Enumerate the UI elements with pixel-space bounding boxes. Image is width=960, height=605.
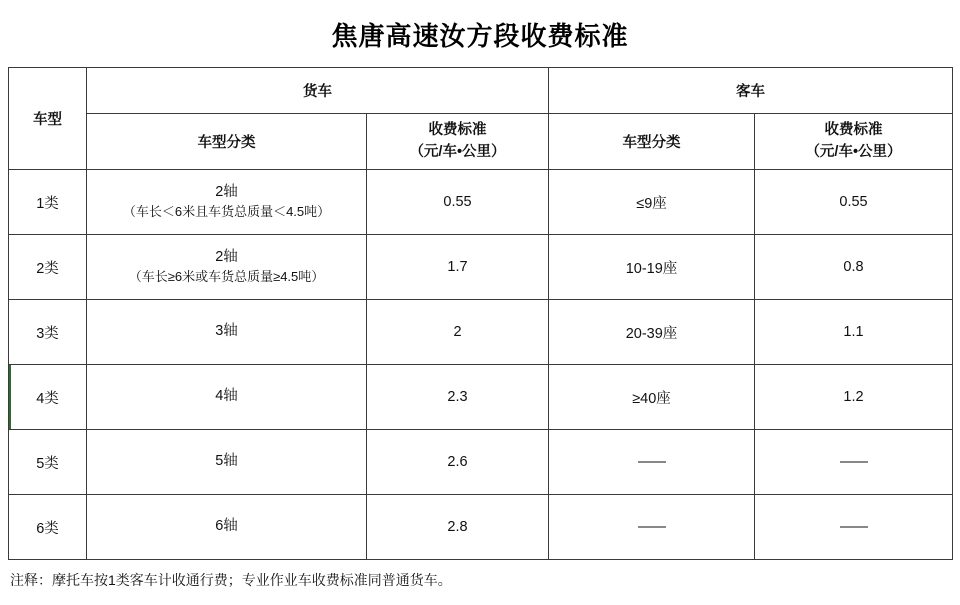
header-truck-fee xyxy=(367,114,549,170)
cell-truck-class xyxy=(87,170,367,235)
cell-truck-fee: 2.6 xyxy=(367,430,549,495)
footnote: 注释：摩托车按1类客车计收通行费；专业作业车收费标准同普通货车。 xyxy=(10,572,452,588)
cell-truck-class xyxy=(87,300,367,365)
page-title: 焦唐高速汝方段收费标准 xyxy=(331,21,629,51)
cell-vehicle-type: 4类 xyxy=(9,365,87,430)
header-bus-class: 车型分类 xyxy=(549,114,755,170)
cell-truck-fee: 2 xyxy=(367,300,549,365)
table-row xyxy=(9,235,953,300)
header-truck-group: 货车 xyxy=(87,68,549,114)
cell-bus-fee: 0.55 xyxy=(755,170,953,235)
cell-truck-class-main: 2轴 xyxy=(215,248,238,265)
table-row xyxy=(9,300,953,365)
header-truck-class: 车型分类 xyxy=(87,114,367,170)
cell-truck-fee: 1.7 xyxy=(367,235,549,300)
table-row xyxy=(9,170,953,235)
cell-bus-fee: —— xyxy=(755,430,953,495)
cell-bus-class: ≤9座 xyxy=(549,170,755,235)
cell-vehicle-type: 1类 xyxy=(9,170,87,235)
cell-vehicle-type: 2类 xyxy=(9,235,87,300)
cell-bus-class: ≥40座 xyxy=(549,365,755,430)
header-bus-group: 客车 xyxy=(549,68,953,114)
cell-bus-fee: 0.8 xyxy=(755,235,953,300)
cell-vehicle-type: 5类 xyxy=(9,430,87,495)
cell-bus-fee: 1.1 xyxy=(755,300,953,365)
cell-vehicle-type: 3类 xyxy=(9,300,87,365)
cell-truck-class-main: 4轴 xyxy=(215,388,238,405)
table-row xyxy=(9,365,953,430)
table-header-row-1 xyxy=(9,68,953,114)
cell-vehicle-type: 6类 xyxy=(9,495,87,560)
cell-bus-class: —— xyxy=(549,430,755,495)
header-bus-fee-line1: 收费标准 xyxy=(824,121,883,138)
cell-truck-class xyxy=(87,365,367,430)
table-row xyxy=(9,495,953,560)
table-row xyxy=(9,430,953,495)
cell-bus-class: 20-39座 xyxy=(549,300,755,365)
cell-truck-class xyxy=(87,430,367,495)
cell-bus-class: —— xyxy=(549,495,755,560)
cell-truck-class-main: 5轴 xyxy=(215,453,238,470)
table-header-row-2 xyxy=(9,114,953,170)
cell-truck-class-main: 6轴 xyxy=(215,518,238,535)
header-truck-fee-line2: （元/车•公里） xyxy=(409,143,506,160)
header-bus-fee xyxy=(755,114,953,170)
cell-bus-fee: —— xyxy=(755,495,953,560)
cell-truck-class-sub: （车长＜6米且车货总质量＜4.5吨） xyxy=(122,204,331,220)
cell-truck-class xyxy=(87,235,367,300)
cell-bus-fee: 1.2 xyxy=(755,365,953,430)
cell-truck-class-main: 2轴 xyxy=(215,183,238,200)
cell-truck-fee: 0.55 xyxy=(367,170,549,235)
header-bus-fee-line2: （元/车•公里） xyxy=(805,143,902,160)
toll-fee-table xyxy=(8,67,953,560)
cell-truck-class-sub: （车长≥6米或车货总质量≥4.5吨） xyxy=(128,269,325,285)
cell-truck-class xyxy=(87,495,367,560)
header-truck-fee-line1: 收费标准 xyxy=(428,121,487,138)
cell-truck-fee: 2.8 xyxy=(367,495,549,560)
cell-bus-class: 10-19座 xyxy=(549,235,755,300)
header-vehicle-type: 车型 xyxy=(9,68,87,170)
cell-truck-fee: 2.3 xyxy=(367,365,549,430)
cell-truck-class-main: 3轴 xyxy=(215,323,238,340)
